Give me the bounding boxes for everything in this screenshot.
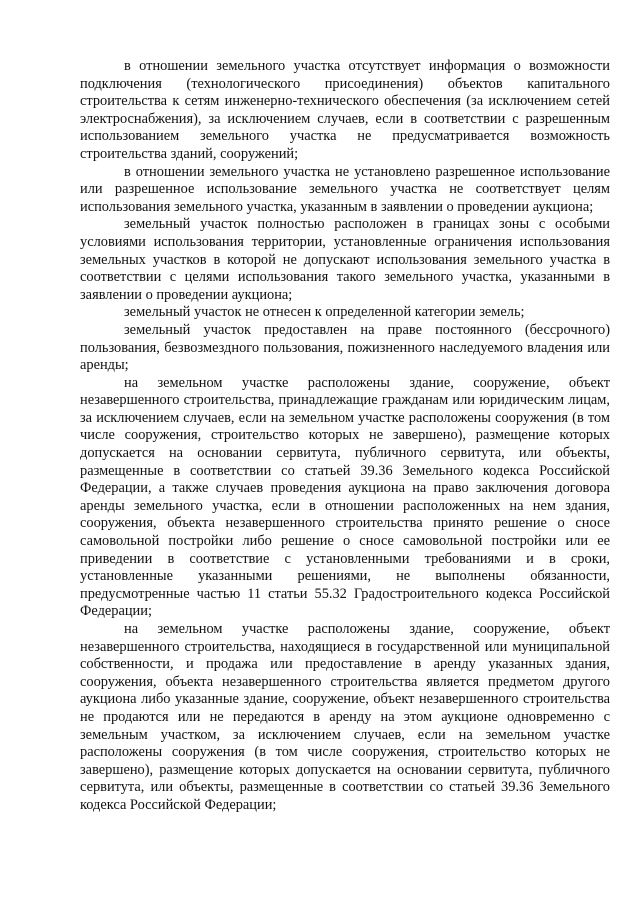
paragraph-private-buildings-on-plot: на земельном участке расположены здание, сооружение, объект незавершенного строительства, принадлежащие гражданам или юридическим лицам, за исключением случаев, если на земельном участке расположены сооружения (в том числе сооружения, строительство которых не завершено), размещение которых допускается на основании сервитута, публичного сервитута, или объекты, размещенные в соответствии со статьей 39.36 Земельного кодекса Российской Федерации, а также случаев проведения аукциона на право заключения договора аренды земельного участка, если в отношении расположенных на нем здания, сооружения, объекта незавершенного строительства принято решение о сносе самовольной постройки либо решение о сносе самовольной постройки или ее приведении в соответствие с установленными требованиями и в сроки, установленные указанными решениями, не выполнены обязанности, предусмотренные частью 11 статьи 55.32 Градостроительного кодекса Российской Федерации;: [80, 374, 610, 620]
paragraph-no-land-category: земельный участок не отнесен к определенной категории земель;: [124, 304, 525, 321]
paragraph-public-buildings-on-plot: на земельном участке расположены здание, сооружение, объект незавершенного строительства, находящиеся в государственной или муниципальной собственности, и продажа или предоставление в аренду указанных здания, сооружения, объекта незавершенного строительства является предметом другого аукциона либо указанные здание, сооружение, объект незавершенного строительства не продаются или не передаются в аренду на этом аукционе одновременно с земельным участком, за исключением случаев, если на земельном участке расположены сооружения (в том числе сооружения, строительство которых не завершено), размещение которых допускается на основании сервитута, публичного сервитута, или объекты, размещенные в соответствии со статьей 39.36 Земельного кодекса Российской Федерации;: [80, 621, 610, 813]
paragraph-no-utility-connection-info: в отношении земельного участка отсутствует информация о возможности подключения (технологического присоединения) объектов капитального строительства к сетям инженерно-технического обеспечения (за исключением сетей электроснабжения), за исключением случаев, если в соответствии с разрешенным использованием земельного участка не предусматривается возможность строительства зданий, сооружений;: [80, 58, 610, 162]
document-body: [80, 58, 610, 815]
paragraph-permitted-use-not-established: в отношении земельного участка не установлено разрешенное использование или разрешенное использование земельного участка не соответствует целям использования земельного участка, указанным в заявлении о проведении аукциона;: [80, 163, 610, 215]
paragraph-existing-land-rights: земельный участок предоставлен на праве постоянного (бессрочного) пользования, безвозмездного пользования, пожизненного наследуемого владения или аренды;: [80, 321, 610, 374]
paragraph-special-use-zone: земельный участок полностью расположен в границах зоны с особыми условиями использования территории, установленные ограничения использования земельных участков в которой не допускают использования земельного участка в соответствии с целями использования такого земельного участка, указанными в заявлении о проведении аукциона;: [80, 216, 610, 303]
